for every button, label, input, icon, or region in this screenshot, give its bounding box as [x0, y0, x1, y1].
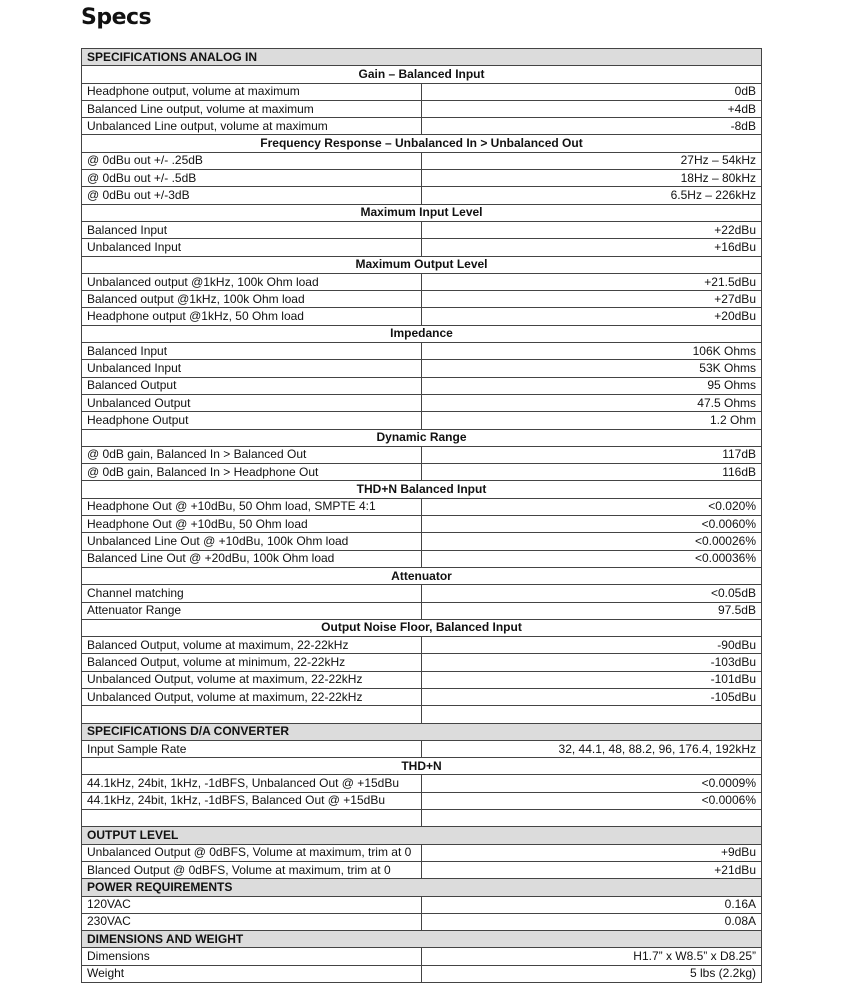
spec-value: +27dBu: [422, 291, 762, 308]
spec-label: Balanced Line Out @ +20dBu, 100k Ohm load: [82, 550, 422, 567]
spec-row: [82, 913, 762, 930]
section-title: POWER REQUIREMENTS: [82, 879, 762, 896]
spec-row: [82, 861, 762, 878]
spec-label: Attenuator Range: [82, 602, 422, 619]
spec-row: [82, 671, 762, 688]
spec-label: Headphone output, volume at maximum: [82, 83, 422, 100]
spec-label: @ 0dBu out +/- .25dB: [82, 152, 422, 169]
spec-label: Balanced Output, volume at minimum, 22-22kHz: [82, 654, 422, 671]
spec-row: [82, 394, 762, 411]
spec-label: 44.1kHz, 24bit, 1kHz, -1dBFS, Balanced Out @ +15dBu: [82, 792, 422, 809]
spec-row: [82, 533, 762, 550]
spec-row: [82, 221, 762, 238]
page-title: Specs: [81, 5, 152, 30]
spec-value: 53K Ohms: [422, 360, 762, 377]
spec-label: Headphone Output: [82, 412, 422, 429]
spec-value: 6.5Hz – 226kHz: [422, 187, 762, 204]
blank-cell: [82, 810, 422, 827]
spec-row: [82, 377, 762, 394]
spec-value: +20dBu: [422, 308, 762, 325]
spec-label: Balanced Output, volume at maximum, 22-22kHz: [82, 637, 422, 654]
spec-row: [82, 412, 762, 429]
group-header: [82, 619, 762, 636]
spec-value: +21dBu: [422, 861, 762, 878]
spec-value: <0.00036%: [422, 550, 762, 567]
spec-label: Weight: [82, 965, 422, 982]
spec-value: -101dBu: [422, 671, 762, 688]
spec-value: 27Hz – 54kHz: [422, 152, 762, 169]
group-header: [82, 256, 762, 273]
section-title: DIMENSIONS AND WEIGHT: [82, 931, 762, 948]
spec-value: -105dBu: [422, 688, 762, 705]
spec-row: [82, 152, 762, 169]
spec-value: 0dB: [422, 83, 762, 100]
spec-label: Dimensions: [82, 948, 422, 965]
group-header: [82, 204, 762, 221]
spec-value: 5 lbs (2.2kg): [422, 965, 762, 982]
spec-value: +16dBu: [422, 239, 762, 256]
spec-label: Balanced Line output, volume at maximum: [82, 100, 422, 117]
spec-row: [82, 775, 762, 792]
section-title: SPECIFICATIONS D/A CONVERTER: [82, 723, 762, 740]
spec-value: -8dB: [422, 118, 762, 135]
spec-row: [82, 948, 762, 965]
spec-value: <0.0006%: [422, 792, 762, 809]
spec-label: Headphone output @1kHz, 50 Ohm load: [82, 308, 422, 325]
spec-label: Unbalanced Output, volume at maximum, 22-22kHz: [82, 671, 422, 688]
group-title: Maximum Output Level: [82, 256, 762, 273]
spec-row: [82, 360, 762, 377]
section-header: [82, 723, 762, 740]
spec-value: 0.08A: [422, 913, 762, 930]
spec-row: [82, 896, 762, 913]
spec-row: [82, 654, 762, 671]
spec-value: +4dB: [422, 100, 762, 117]
group-header: [82, 758, 762, 775]
blank-cell: [82, 706, 422, 723]
spec-row: [82, 688, 762, 705]
section-title: SPECIFICATIONS ANALOG IN: [82, 49, 762, 66]
spec-value: +22dBu: [422, 221, 762, 238]
spec-row: [82, 585, 762, 602]
spec-label: Input Sample Rate: [82, 740, 422, 757]
spec-label: @ 0dBu out +/- .5dB: [82, 170, 422, 187]
group-title: Frequency Response – Unbalanced In > Unbalanced Out: [82, 135, 762, 152]
group-title: Output Noise Floor, Balanced Input: [82, 619, 762, 636]
section-header: [82, 49, 762, 66]
spec-row: [82, 308, 762, 325]
spec-row: [82, 516, 762, 533]
spec-value: -90dBu: [422, 637, 762, 654]
spec-value: <0.020%: [422, 498, 762, 515]
blank-row: [82, 810, 762, 827]
spec-value: H1.7” x W8.5” x D8.25”: [422, 948, 762, 965]
spec-row: [82, 464, 762, 481]
group-header: [82, 567, 762, 584]
spec-label: Unbalanced output @1kHz, 100k Ohm load: [82, 273, 422, 290]
spec-label: Balanced output @1kHz, 100k Ohm load: [82, 291, 422, 308]
blank-cell: [422, 706, 762, 723]
spec-label: @ 0dBu out +/-3dB: [82, 187, 422, 204]
spec-value: 95 Ohms: [422, 377, 762, 394]
spec-row: [82, 965, 762, 982]
group-header: [82, 325, 762, 342]
spec-label: Headphone Out @ +10dBu, 50 Ohm load: [82, 516, 422, 533]
spec-value: <0.00026%: [422, 533, 762, 550]
group-title: Gain – Balanced Input: [82, 66, 762, 83]
section-header: [82, 879, 762, 896]
spec-value: -103dBu: [422, 654, 762, 671]
spec-row: [82, 291, 762, 308]
spec-row: [82, 343, 762, 360]
spec-row: [82, 170, 762, 187]
spec-label: 44.1kHz, 24bit, 1kHz, -1dBFS, Unbalanced Out @ +15dBu: [82, 775, 422, 792]
spec-row: [82, 273, 762, 290]
spec-row: [82, 550, 762, 567]
spec-label: Unbalanced Input: [82, 239, 422, 256]
spec-row: [82, 792, 762, 809]
spec-label: @ 0dB gain, Balanced In > Headphone Out: [82, 464, 422, 481]
spec-value: 117dB: [422, 446, 762, 463]
spec-row: [82, 446, 762, 463]
spec-value: +9dBu: [422, 844, 762, 861]
spec-value: 0.16A: [422, 896, 762, 913]
spec-label: Blanced Output @ 0dBFS, Volume at maximum, trim at 0: [82, 861, 422, 878]
group-header: [82, 429, 762, 446]
spec-row: [82, 118, 762, 135]
specs-table-body: [82, 49, 762, 983]
group-title: Impedance: [82, 325, 762, 342]
spec-value: <0.05dB: [422, 585, 762, 602]
spec-row: [82, 498, 762, 515]
spec-value: 97.5dB: [422, 602, 762, 619]
spec-label: Unbalanced Line Out @ +10dBu, 100k Ohm load: [82, 533, 422, 550]
spec-value: 32, 44.1, 48, 88.2, 96, 176.4, 192kHz: [422, 740, 762, 757]
spec-label: Unbalanced Input: [82, 360, 422, 377]
group-title: THD+N Balanced Input: [82, 481, 762, 498]
spec-value: +21.5dBu: [422, 273, 762, 290]
spec-label: 230VAC: [82, 913, 422, 930]
spec-row: [82, 187, 762, 204]
group-title: Dynamic Range: [82, 429, 762, 446]
spec-label: Channel matching: [82, 585, 422, 602]
spec-row: [82, 740, 762, 757]
spec-row: [82, 239, 762, 256]
spec-value: <0.0060%: [422, 516, 762, 533]
spec-label: Unbalanced Output, volume at maximum, 22-22kHz: [82, 688, 422, 705]
spec-row: [82, 602, 762, 619]
spec-row: [82, 844, 762, 861]
spec-value: 106K Ohms: [422, 343, 762, 360]
group-title: Attenuator: [82, 567, 762, 584]
spec-label: Balanced Input: [82, 221, 422, 238]
spec-value: 1.2 Ohm: [422, 412, 762, 429]
group-header: [82, 135, 762, 152]
spec-row: [82, 100, 762, 117]
spec-row: [82, 83, 762, 100]
section-header: [82, 827, 762, 844]
section-header: [82, 931, 762, 948]
spec-label: Balanced Output: [82, 377, 422, 394]
spec-label: Unbalanced Output @ 0dBFS, Volume at maximum, trim at 0: [82, 844, 422, 861]
spec-label: Unbalanced Line output, volume at maximum: [82, 118, 422, 135]
spec-value: 47.5 Ohms: [422, 394, 762, 411]
spec-value: <0.0009%: [422, 775, 762, 792]
group-header: [82, 66, 762, 83]
spec-label: Unbalanced Output: [82, 394, 422, 411]
specs-table: [81, 48, 762, 983]
group-title: THD+N: [82, 758, 762, 775]
group-title: Maximum Input Level: [82, 204, 762, 221]
spec-value: 116dB: [422, 464, 762, 481]
spec-value: 18Hz – 80kHz: [422, 170, 762, 187]
spec-label: @ 0dB gain, Balanced In > Balanced Out: [82, 446, 422, 463]
spec-label: Headphone Out @ +10dBu, 50 Ohm load, SMPTE 4:1: [82, 498, 422, 515]
blank-row: [82, 706, 762, 723]
spec-label: Balanced Input: [82, 343, 422, 360]
group-header: [82, 481, 762, 498]
section-title: OUTPUT LEVEL: [82, 827, 762, 844]
spec-row: [82, 637, 762, 654]
blank-cell: [422, 810, 762, 827]
spec-label: 120VAC: [82, 896, 422, 913]
